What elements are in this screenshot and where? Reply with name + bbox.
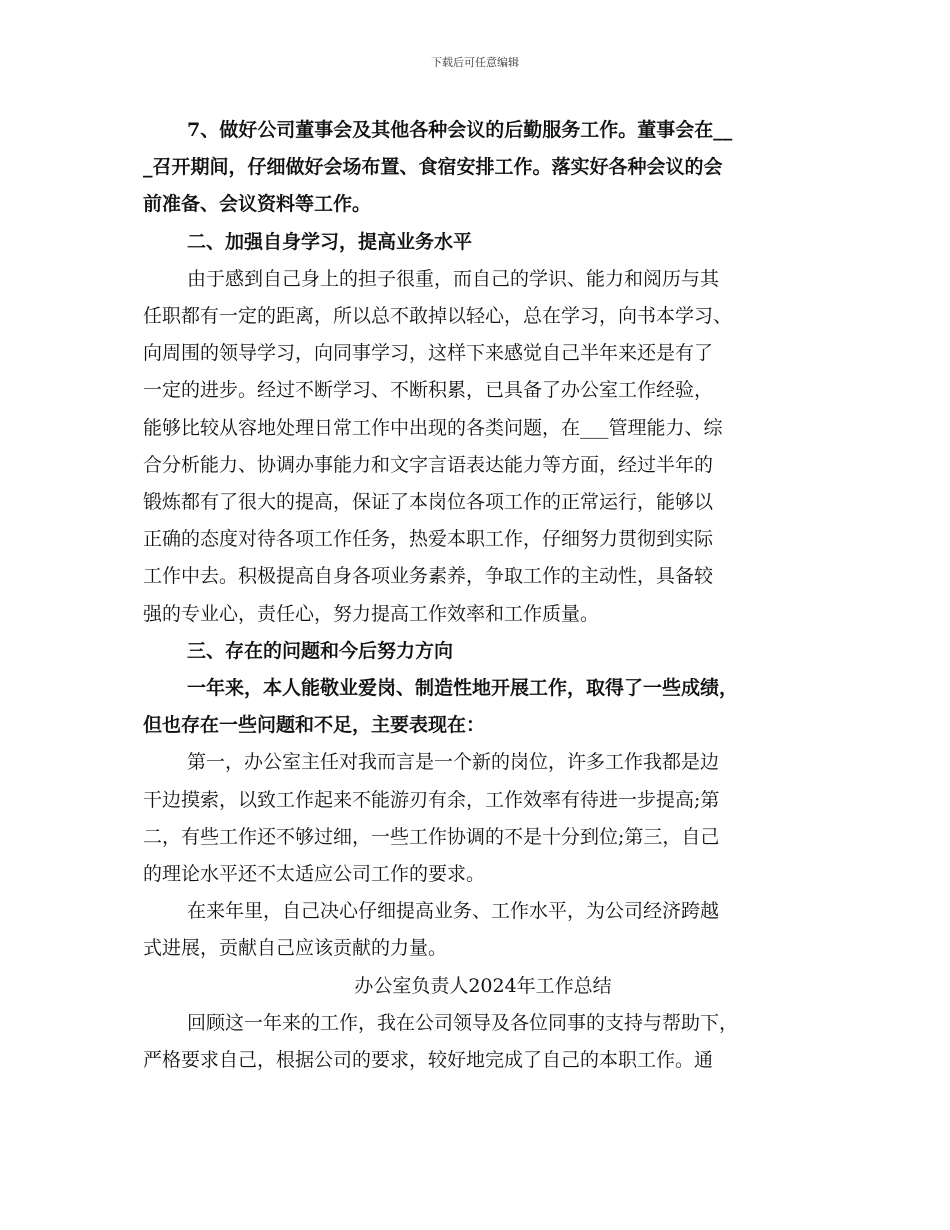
- text-line: 强的专业心，责任心，努力提高工作效率和工作质量。: [143, 602, 600, 625]
- text-line: 在来年里，自己决心仔细提高业务、工作水平，为公司经济跨越: [187, 900, 720, 923]
- text-line: 前准备、会议资料等工作。: [143, 193, 372, 216]
- section-heading: [143, 224, 823, 261]
- text-line: 干边摸索，以致工作起来不能游刃有余，工作效率有待进一步提高;第: [143, 788, 720, 811]
- text-line: 一定的进步。经过不断学习、不断积累，已具备了办公室工作经验，: [143, 379, 714, 402]
- paragraph: [143, 261, 823, 633]
- paragraph: [143, 893, 823, 967]
- section-heading: [143, 670, 823, 744]
- text-line: _召开期间，仔细做好会场布置、食宿安排工作。落实好各种会议的会: [143, 156, 723, 179]
- text-line: 正确的态度对待各项工作任务，热爱本职工作，仔细努力贯彻到实际: [143, 528, 714, 551]
- section-heading: [143, 633, 823, 670]
- text-line: 一年来，本人能敬业爱岗、制造性地开展工作，取得了一些成绩，: [187, 677, 739, 700]
- document-body: [143, 112, 823, 1079]
- section-title: [143, 968, 823, 1005]
- text-line: 但也存在一些问题和不足，主要表现在：: [143, 714, 486, 737]
- text-line: 工作中去。积极提高自身各项业务素养，争取工作的主动性，具备较: [143, 565, 714, 588]
- text-line: 能够比较从容地处理日常工作中出现的各类问题，在___管理能力、综: [143, 416, 723, 439]
- paragraph: [143, 112, 823, 224]
- text-line: 三、存在的问题和今后努力方向: [187, 639, 454, 662]
- text-line: 二，有些工作还不够过细，一些工作协调的不是十分到位;第三，自己: [143, 825, 720, 848]
- text-line: 合分析能力、协调办事能力和文字言语表达能力等方面，经过半年的: [143, 453, 714, 476]
- text-line: 锻炼都有了很大的提高，保证了本岗位各项工作的正常运行，能够以: [143, 491, 714, 514]
- text-line: 向周围的领导学习，向同事学习，这样下来感觉自己半年来还是有了: [143, 342, 714, 365]
- page-header: 下载后可任意编辑: [431, 56, 519, 69]
- text-line: 严格要求自己，根据公司的要求，较好地完成了自己的本职工作。通: [143, 1049, 714, 1072]
- text-line: 回顾这一年来的工作，我在公司领导及各位同事的支持与帮助下，: [187, 1011, 739, 1034]
- text-line: 二、加强自身学习，提高业务水平: [187, 230, 473, 253]
- text-line: 办公室负责人2024年工作总结: [354, 974, 612, 997]
- text-line: 任职都有一定的距离，所以总不敢掉以轻心，总在学习，向书本学习、: [143, 305, 733, 328]
- paragraph: [143, 1005, 823, 1079]
- paragraph: [143, 744, 823, 893]
- text-line: 的理论水平还不太适应公司工作的要求。: [143, 863, 486, 886]
- text-line: 7、做好公司董事会及其他各种会议的后勤服务工作。董事会在__: [187, 119, 733, 141]
- text-line: 由于感到自己身上的担子很重，而自己的学识、能力和阅历与其: [187, 267, 720, 290]
- text-line: 式进展，贡献自己应该贡献的力量。: [143, 937, 448, 960]
- text-line: 第一，办公室主任对我而言是一个新的岗位，许多工作我都是边: [187, 751, 720, 774]
